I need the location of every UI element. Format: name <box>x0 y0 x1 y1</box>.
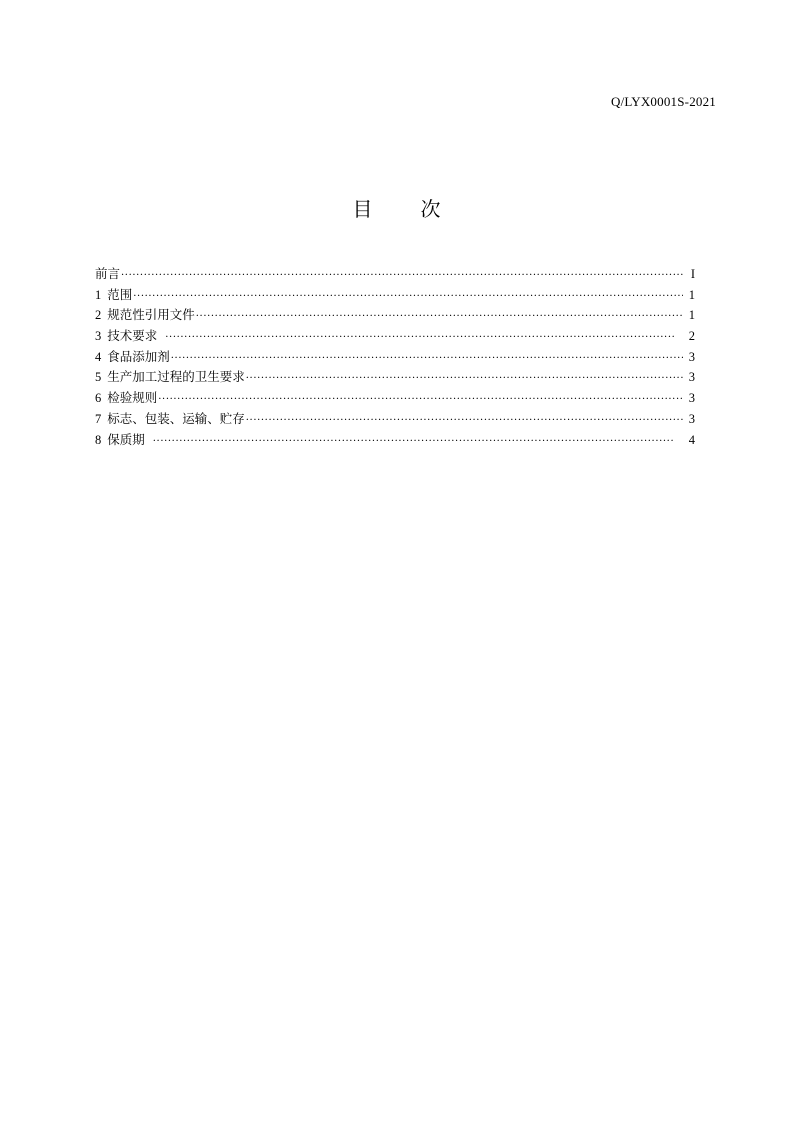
toc-entry-text: 技术要求 <box>107 328 158 344</box>
document-code: Q/LYX0001S-2021 <box>611 94 716 109</box>
dot-leader <box>133 287 683 308</box>
dot-leader <box>158 390 683 411</box>
toc-entry-number: 7 <box>95 411 102 426</box>
dot-leader <box>171 349 683 370</box>
toc-entry-text: 标志、包装、运输、贮存 <box>107 410 245 426</box>
dot-leader <box>246 411 683 432</box>
toc-entry-page: 3 <box>688 370 695 385</box>
toc-entry-foreword[interactable] <box>95 264 695 285</box>
toc-entry-page: 2 <box>688 329 695 344</box>
toc-title <box>0 193 793 222</box>
toc-title-part2: 次 <box>420 197 441 221</box>
toc-entry-technical-requirements[interactable] <box>95 326 695 347</box>
toc-entry-page: 1 <box>688 287 695 302</box>
toc-entry-page: 3 <box>688 391 695 406</box>
toc-entry-page: 3 <box>688 349 695 364</box>
toc-entry-inspection-rules[interactable] <box>95 388 695 409</box>
dot-leader <box>246 369 683 390</box>
toc-entry-number: 5 <box>95 370 102 385</box>
toc-entry-text: 前言 <box>95 266 121 281</box>
toc-entry-text: 范围 <box>107 286 133 302</box>
toc-entry-marking-packaging[interactable] <box>95 409 695 430</box>
toc-entry-text: 保质期 <box>107 431 145 447</box>
toc-entry-page: 4 <box>688 432 695 447</box>
dot-leader <box>153 432 673 453</box>
toc-entry-number: 1 <box>95 287 102 302</box>
toc-entry-number: 6 <box>95 391 102 406</box>
toc-entry-text: 生产加工过程的卫生要求 <box>107 369 245 385</box>
dot-leader <box>121 266 683 287</box>
toc-entry-number: 2 <box>95 308 102 323</box>
dot-leader <box>165 328 675 349</box>
toc-entry-number: 3 <box>95 329 102 344</box>
toc-title-part1: 目 <box>352 197 373 221</box>
toc-entry-number: 8 <box>95 432 102 447</box>
toc-entry-page: 1 <box>688 308 695 323</box>
toc-entry-scope[interactable] <box>95 285 695 306</box>
toc-entry-hygiene-requirements[interactable] <box>95 367 695 388</box>
toc-entry-text: 规范性引用文件 <box>107 307 195 323</box>
toc-entry-text: 食品添加剂 <box>107 348 170 364</box>
toc-list <box>95 264 695 450</box>
toc-entry-page: 3 <box>688 411 695 426</box>
dot-leader <box>196 307 683 328</box>
toc-entry-shelf-life[interactable] <box>95 430 695 451</box>
toc-entry-normative-references[interactable] <box>95 305 695 326</box>
toc-entry-text: 检验规则 <box>107 390 158 406</box>
toc-entry-page: I <box>690 267 695 281</box>
toc-entry-number: 4 <box>95 349 102 364</box>
toc-entry-food-additives[interactable] <box>95 347 695 368</box>
